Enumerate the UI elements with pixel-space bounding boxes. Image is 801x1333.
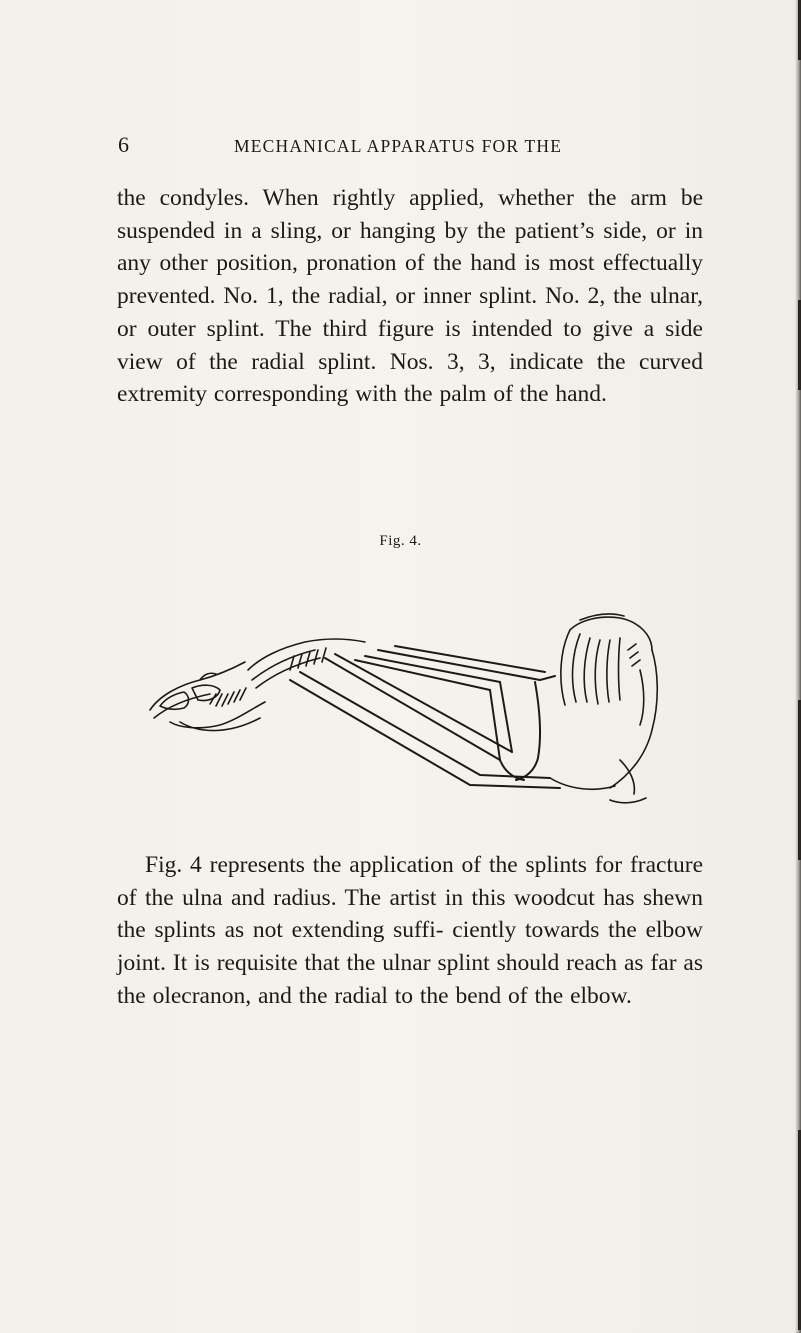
page-number: 6: [118, 132, 129, 157]
woodcut-arm-splints-illustration: [140, 610, 670, 810]
running-head-title: MECHANICAL APPARATUS FOR THE: [234, 136, 563, 156]
splint-drawing: [290, 646, 560, 788]
elbow-drawing: [550, 614, 657, 803]
running-head: [118, 133, 700, 157]
paragraph-2: Fig. 4 represents the application of the splints for fracture of the ulna and radius. The artist in this woodcut has shewn the splints as not extending suffi- ciently towards the elbow joint. It is requisite that the ulnar splint should reach as far as the olecranon, and the radial to the bend of the elbow.: [117, 852, 703, 1009]
hand-drawing: [150, 639, 365, 731]
paragraph-1: the condyles. When rightly applied, whether the arm be suspended in a sling, or hanging by the patient’s side, or in any other position, pronation of the hand is most effectually prevented. No. 1, the radial, or inner splint. No. 2, the ulnar, or outer splint. The third figure is intended to give a side view of the radial splint. Nos. 3, 3, indicate the curved extremity corresponding with the palm of the hand.: [117, 185, 703, 408]
figure-caption: Fig. 4.: [379, 533, 422, 549]
